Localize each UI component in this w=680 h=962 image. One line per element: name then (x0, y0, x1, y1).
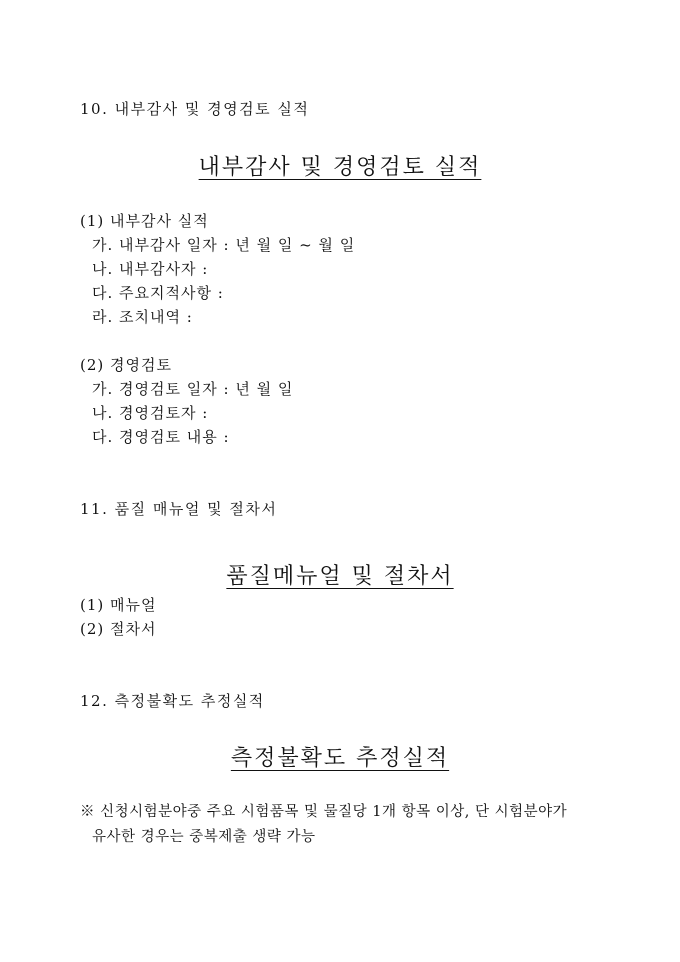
section-11-heading: 11. 품질 매뉴얼 및 절차서 (80, 500, 278, 518)
note-line-1: ※ 신청시험분야중 주요 시험품목 및 물질당 1개 항목 이상, 단 시험분야가 (80, 804, 568, 820)
note-line-2: 유사한 경우는 중복제출 생략 가능 (92, 829, 316, 845)
section-10-heading: 10. 내부감사 및 경영검토 실적 (80, 100, 310, 118)
findings-line: 다. 주요지적사항 : (92, 284, 224, 302)
part-1-label: (1) 내부감사 실적 (80, 212, 209, 230)
section-11-title-text: 품질메뉴얼 및 절차서 (226, 564, 454, 589)
reviewer-line: 나. 경영검토자 : (92, 404, 209, 422)
part-2-label: (2) 경영검토 (80, 356, 172, 374)
procedure-item: (2) 절차서 (80, 620, 157, 638)
section-12-title-text: 측정불확도 추정실적 (230, 746, 450, 771)
actions-line: 라. 조치내역 : (92, 308, 193, 326)
section-12-heading: 12. 측정불확도 추정실적 (80, 692, 265, 710)
section-10-title-text: 내부감사 및 경영검토 실적 (198, 155, 482, 180)
section-12-title (0, 741, 680, 772)
section-10-title (0, 150, 680, 181)
audit-date-line: 가. 내부감사 일자 : 년 월 일 ~ 월 일 (92, 236, 356, 254)
auditor-line: 나. 내부감사자 : (92, 260, 209, 278)
review-content-line: 다. 경영검토 내용 : (92, 428, 230, 446)
section-11-title (0, 559, 680, 590)
review-date-line: 가. 경영검토 일자 : 년 월 일 (92, 380, 294, 398)
manual-item: (1) 매뉴얼 (80, 596, 157, 614)
